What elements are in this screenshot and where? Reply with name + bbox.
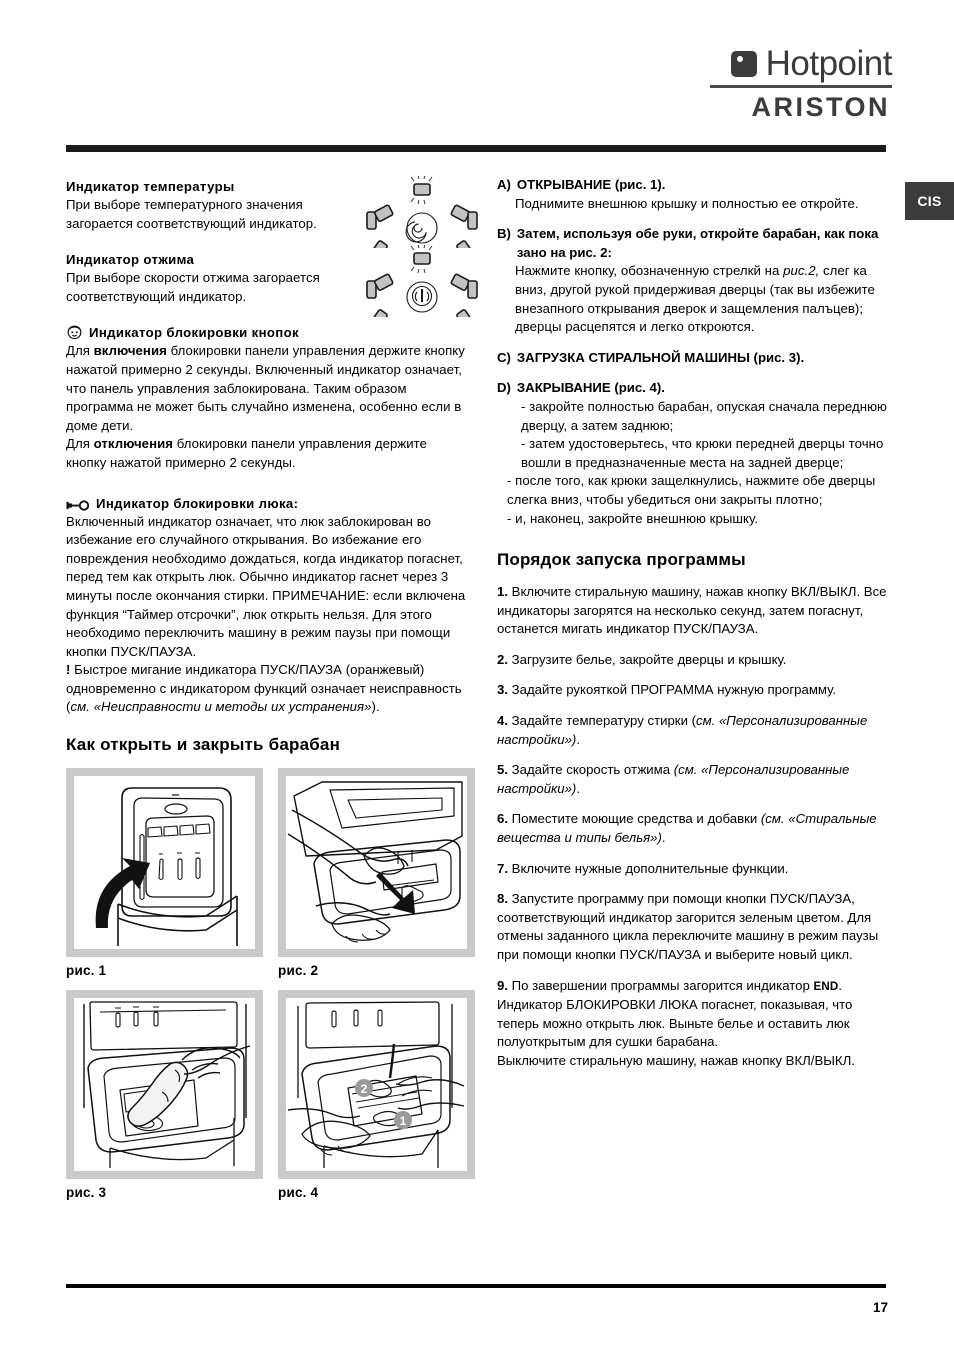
locale-tab-cis: CIS bbox=[905, 182, 954, 220]
brand-name: Hotpoint bbox=[765, 44, 892, 83]
step-a-marker: A) bbox=[497, 177, 511, 192]
figure-close-drum-doors bbox=[278, 990, 475, 1179]
step-c bbox=[497, 349, 889, 368]
program-step-8: 8. Запустите программу при помощи кнопки ПУСК/ПАУЗА, соответствующий индикатор загорится зеленым цветом. Для отмены заданного цикла переключите машину в режим паузы при помощи кнопки ПУСК/ПАУЗА и выберите новый цикл. bbox=[497, 891, 879, 962]
key-lock-para-2: Для отключения блокировки панели управления держите кнопку нажатой примерно 2 секунды. bbox=[66, 436, 427, 470]
figure-open-drum-doors bbox=[278, 768, 475, 957]
program-step-6: 6. Поместите моющие средства и добавки (см. «Стиральные вещества и типы белья»). bbox=[497, 811, 877, 846]
temperature-arc-icon bbox=[362, 176, 482, 248]
key-lock-heading: Индикатор блокировки кнопок bbox=[89, 325, 299, 341]
step-c-marker: C) bbox=[497, 349, 511, 365]
step-a-title: ОТКРЫВАНИЕ (рис. 1). bbox=[516, 177, 666, 192]
badge-1 bbox=[394, 1111, 412, 1129]
step-b-marker: B) bbox=[497, 226, 511, 242]
key-lock-block bbox=[66, 324, 468, 472]
left-column bbox=[66, 178, 468, 1212]
baby-face-icon bbox=[66, 325, 83, 340]
program-step-4: 4. Задайте температуру стирки (см. «Персонализированные настройки»). bbox=[497, 713, 868, 747]
svg-text:1: 1 bbox=[399, 1114, 407, 1129]
header-rule bbox=[66, 145, 886, 152]
step-d-bullet-2: - затем удостоверьтесь, что крюки передней дверцы точно вошли в предназначенные места на задней дверце; bbox=[521, 436, 884, 470]
step-b-body: Нажмите кнопку, обозначенную стрелкй на рис.2, слег ка вниз, другой рукой придерживая дверцы (так вы избежите внезапного открывания дверок и защемления палъцев); дверцы расцепятся и легко откроются. bbox=[515, 263, 875, 335]
badge-2 bbox=[355, 1079, 373, 1097]
program-start-heading: Порядок запуска программы bbox=[497, 550, 746, 570]
drum-section-heading: Как открыть и закрыть барабан bbox=[66, 735, 341, 755]
temperature-body: При выборе температурного значения загорается соответствующий индикатор. bbox=[66, 197, 317, 231]
door-lock-block bbox=[66, 495, 468, 718]
temperature-heading: Индикатор температуры bbox=[66, 179, 235, 194]
step-c-title: ЗАГРУЗКА СТИРАЛЬНОЙ МАШИНЫ (рис. 3). bbox=[516, 349, 805, 365]
program-step-5: 5. Задайте скорость отжима (см. «Персонализированные настройки»). bbox=[497, 762, 850, 796]
figure-caption-4: рис. 4 bbox=[278, 1185, 319, 1201]
figure-open-lid bbox=[66, 768, 263, 957]
step-d-marker: D) bbox=[497, 380, 511, 396]
program-step-1: 1. Включите стиральную машину, нажав кнопку ВКЛ/ВЫКЛ. Все индикаторы загорятся на несколько секунд, затем погаснут, останется мигать индикатор ПУСК/ПАУЗА. bbox=[497, 584, 887, 637]
step-d-bullet-4: - и, наконец, закройте внешнюю крышку. bbox=[507, 510, 759, 526]
step-b-title: Затем, используя обе руки, откройте барабан, как пока зано на рис. 2: bbox=[516, 226, 879, 260]
brand-logo bbox=[682, 46, 892, 121]
spin-body: При выборе скорости отжима загорается соответствующий индикатор. bbox=[66, 270, 320, 304]
figure-grid bbox=[66, 768, 468, 1212]
logo-divider bbox=[710, 85, 892, 88]
right-column bbox=[497, 176, 889, 1083]
step-d-title: ЗАКРЫВАНИЕ (рис. 4). bbox=[516, 380, 665, 396]
key-icon bbox=[66, 500, 90, 511]
figure-cell-3 bbox=[66, 990, 255, 1212]
temperature-indicator-block bbox=[66, 178, 468, 233]
program-step-2: 2. Загрузите белье, закройте дверцы и крышку. bbox=[497, 651, 787, 667]
door-lock-body: Включенный индикатор означает, что люк заблокирован во избежание его случайного открывания. Во избежание его повреждения необходимо дождаться, когда индикатор погаснет, перед тем как открыть люк. Обычно индикатор гаснет через 3 минуты после окончания стирки. ПРИМЕЧАНИЕ: если включена функция “Таймер отсрочки”, люк открыть нельзя. Для этого необходимо переключить машину в режим паузы при помощи кнопки ПУСК/ПАУЗА. bbox=[66, 513, 466, 659]
door-lock-warning: ! Быстрое мигание индикатора ПУСК/ПАУЗА (оранжевый) одновременно с индикатором функций означает неисправность (см. «Неисправности и методы их устранения»). bbox=[66, 662, 462, 715]
svg-text:2: 2 bbox=[360, 1082, 368, 1097]
door-lock-heading: Индикатор блокировки люка: bbox=[96, 495, 299, 511]
step-a bbox=[497, 176, 889, 195]
figure-caption-1: рис. 1 bbox=[66, 963, 107, 979]
program-step-9: 9. По завершении программы загорится индикатор END. Индикатор БЛОКИРОВКИ ЛЮКА погаснет, показывая, что теперь можно открыть люк. Выньте белье и оставить люк полуоткрытым для сушки барабана. Выключите стиральную машину, нажав кнопку ВКЛ/ВЫКЛ. bbox=[497, 977, 855, 1068]
step-d-bullet-3: - после того, как крюки защелкнулись, нажмите обе дверцы слегка вниз, чтобы убедиться они закрыты плотно; bbox=[507, 473, 876, 507]
figure-cell-2 bbox=[278, 768, 467, 990]
key-lock-para-1: Для включения блокировки панели управления держите кнопку нажатой примерно 2 секунды. Включенный индикатор означает, что панель управления заблокирована. Таким образом программа не может быть случайно изменена, особенно если в доме дети. bbox=[66, 343, 465, 433]
figure-cell-4 bbox=[278, 990, 467, 1212]
step-d bbox=[497, 379, 889, 398]
spin-heading: Индикатор отжима bbox=[66, 252, 195, 268]
footer-rule bbox=[66, 1284, 886, 1288]
program-step-3: 3. Задайте рукояткой ПРОГРАММА нужную программу. bbox=[497, 682, 837, 698]
figure-cell-1 bbox=[66, 768, 255, 990]
hotpoint-square-icon bbox=[731, 51, 757, 77]
step-a-body: Поднимите внешнюю крышку и полностью ее откройте. bbox=[515, 195, 859, 211]
program-step-7: 7. Включите нужные дополнительные функции. bbox=[497, 860, 789, 876]
figure-load-laundry bbox=[66, 990, 263, 1179]
spin-arc-icon bbox=[362, 245, 482, 317]
step-d-bullet-1: - закройте полностью барабан, опуская сначала переднюю дверцу, а затем заднюю; bbox=[521, 398, 887, 433]
figure-caption-3: рис. 3 bbox=[66, 1185, 107, 1201]
page-number: 17 bbox=[872, 1300, 888, 1315]
step-b bbox=[497, 225, 889, 262]
figure-caption-2: рис. 2 bbox=[278, 963, 319, 979]
brand-subname: ARISTON bbox=[751, 92, 890, 122]
spin-indicator-block bbox=[66, 251, 468, 306]
